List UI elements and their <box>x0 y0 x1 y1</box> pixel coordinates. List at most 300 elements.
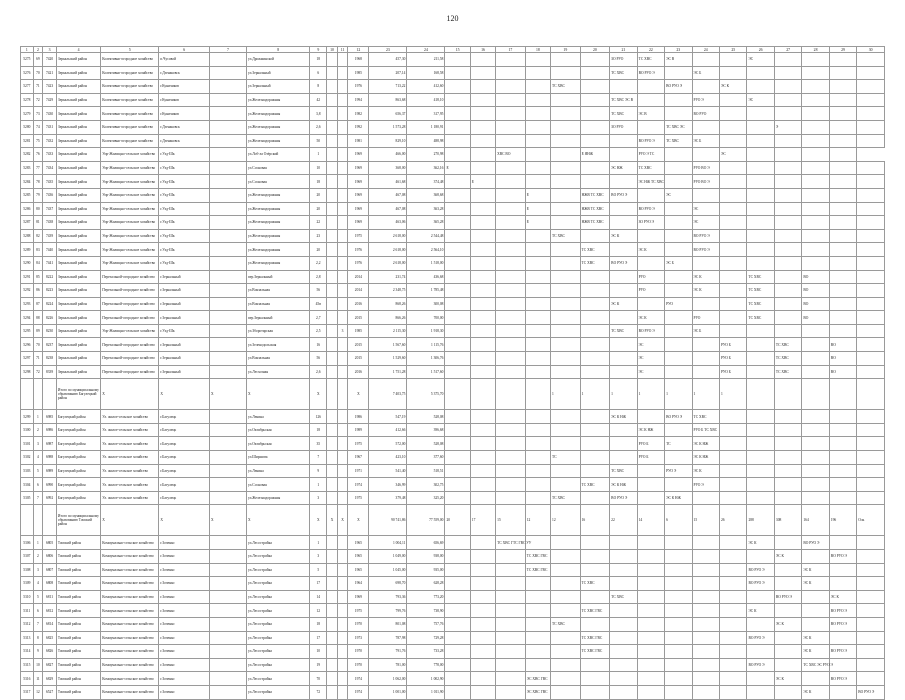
table-cell: Зеркальский район <box>56 284 100 298</box>
table-cell <box>692 491 719 505</box>
table-cell <box>829 379 856 410</box>
table-cell <box>470 617 495 631</box>
table-cell <box>802 423 829 437</box>
table-cell <box>802 451 829 465</box>
table-cell: 8238 <box>43 352 57 366</box>
table-cell: ТС <box>665 437 692 451</box>
table-cell <box>337 491 348 505</box>
table-cell <box>551 563 581 577</box>
table-cell <box>802 604 829 618</box>
table-cell: 935,00 <box>407 563 445 577</box>
table-cell: ВО <box>829 338 856 352</box>
table-cell <box>719 256 746 270</box>
table-cell: 7441 <box>43 256 57 270</box>
table-cell: 829,10 <box>369 134 407 148</box>
table-cell: 938,00 <box>407 550 445 564</box>
table-cell <box>551 148 581 162</box>
table-cell: 3 <box>310 550 327 564</box>
table-row <box>21 536 885 550</box>
table-row <box>21 161 885 175</box>
table-cell <box>802 491 829 505</box>
table-cell: 6 <box>33 604 43 618</box>
table-cell <box>719 410 746 424</box>
table-cell: 12 <box>551 505 581 536</box>
table-cell: ул.Лесостройка <box>246 536 309 550</box>
table-cell: 3 <box>310 491 327 505</box>
table-cell: ЭС К НЖ <box>610 478 637 492</box>
table-cell <box>496 216 526 230</box>
table-cell: 6985 <box>43 410 57 424</box>
table-cell: 368,68 <box>407 188 445 202</box>
table-cell <box>210 148 247 162</box>
table-cell <box>496 338 526 352</box>
table-cell: г.Ухд-Шк <box>159 229 210 243</box>
table-cell <box>637 685 664 699</box>
table-cell <box>445 365 470 379</box>
table-cell: ЭС К НЖ <box>610 410 637 424</box>
table-cell <box>774 451 801 465</box>
table-cell: 5275 <box>21 53 34 67</box>
table-row <box>21 645 885 659</box>
table-cell <box>747 188 774 202</box>
table-cell <box>445 464 470 478</box>
table-cell <box>719 563 746 577</box>
table-cell: ЭС К <box>802 631 829 645</box>
table-cell <box>470 685 495 699</box>
table-cell: 270,98 <box>407 148 445 162</box>
table-cell <box>665 577 692 591</box>
table-cell <box>327 478 338 492</box>
table-cell <box>637 631 664 645</box>
table-cell <box>719 617 746 631</box>
table-cell: 628,28 <box>407 577 445 591</box>
table-cell <box>525 324 550 338</box>
table-cell: пер.Зеркальный <box>246 270 309 284</box>
column-number-cell: 29 <box>829 47 856 53</box>
table-cell: ЭС К <box>774 672 801 686</box>
table-cell: 1 <box>719 379 746 410</box>
table-cell: 1964 <box>348 577 369 591</box>
table-cell <box>525 66 550 80</box>
table-cell <box>337 590 348 604</box>
table-cell <box>747 120 774 134</box>
table-cell: ТС ХВС ЭС РУО Э <box>802 658 829 672</box>
table-cell <box>610 148 637 162</box>
table-cell: ул.Лесостройка <box>246 631 309 645</box>
table-cell: 461,68 <box>369 175 407 189</box>
table-cell <box>525 120 550 134</box>
table-cell: 5312 <box>21 617 34 631</box>
table-cell <box>551 590 581 604</box>
table-cell <box>210 53 247 67</box>
table-cell <box>337 451 348 465</box>
table-cell: ул.Железнодорожная <box>246 491 309 505</box>
table-cell <box>637 658 664 672</box>
table-cell: ул.Железнодорожная <box>246 93 309 107</box>
table-cell <box>210 202 247 216</box>
table-cell <box>802 243 829 257</box>
table-cell: Зеркальский район <box>56 66 100 80</box>
table-cell: Коммунально-сельское хозяйство <box>101 590 159 604</box>
table-cell <box>665 338 692 352</box>
table-cell: ВО РУО Э <box>747 658 774 672</box>
table-cell <box>857 365 885 379</box>
table-cell: 1 <box>310 148 327 162</box>
table-cell <box>496 161 526 175</box>
table-cell: 2,2 <box>310 256 327 270</box>
table-cell: Зеркальский район <box>56 120 100 134</box>
table-cell <box>857 256 885 270</box>
table-cell <box>774 491 801 505</box>
table-cell <box>857 311 885 325</box>
column-number-cell: 1 <box>21 47 34 53</box>
table-cell: 2 618,00 <box>369 243 407 257</box>
table-cell <box>445 93 470 107</box>
table-cell: г.Зоченко <box>159 658 210 672</box>
table-row <box>21 188 885 202</box>
table-cell: РУО Б ТС ХВС <box>692 423 719 437</box>
table-cell: ЭС К <box>747 536 774 550</box>
table-cell <box>445 617 470 631</box>
table-cell <box>496 604 526 618</box>
table-cell: ВО РУО Э <box>692 243 719 257</box>
table-cell <box>719 202 746 216</box>
table-cell: 18 <box>310 175 327 189</box>
table-cell: 1965 <box>348 563 369 577</box>
table-cell: Оль <box>857 505 885 536</box>
table-cell: Упр-Жилищно-сельское хозяйство <box>101 243 159 257</box>
table-cell <box>337 297 348 311</box>
table-cell: 5307 <box>21 550 34 564</box>
table-cell: 1969 <box>348 175 369 189</box>
table-cell <box>327 423 338 437</box>
table-cell <box>637 410 664 424</box>
table-cell: ЭС <box>637 352 664 366</box>
table-cell <box>327 270 338 284</box>
table-cell <box>445 284 470 298</box>
table-cell <box>470 324 495 338</box>
table-cell <box>802 80 829 94</box>
table-cell: ул.Вокзальная <box>246 352 309 366</box>
table-cell <box>470 352 495 366</box>
table-cell: 17 <box>470 505 495 536</box>
table-cell <box>551 243 581 257</box>
table-cell <box>829 478 856 492</box>
table-cell: ТС ХВС <box>747 297 774 311</box>
table-cell: г.Куничиков <box>159 93 210 107</box>
table-cell: 11 <box>33 672 43 686</box>
table-cell: Е <box>525 216 550 230</box>
table-cell <box>610 658 637 672</box>
table-cell <box>496 352 526 366</box>
table-cell: ТС ХВС ГВС <box>525 550 550 564</box>
table-cell <box>327 410 338 424</box>
table-cell: РУО Э <box>665 464 692 478</box>
table-cell: 791,76 <box>369 645 407 659</box>
table-cell: 77 <box>33 161 43 175</box>
table-cell <box>829 188 856 202</box>
table-cell <box>637 645 664 659</box>
table-cell: 1992 <box>348 120 369 134</box>
table-cell <box>857 645 885 659</box>
table-cell <box>774 604 801 618</box>
table-cell: 5305 <box>21 491 34 505</box>
table-cell: 7433 <box>43 148 57 162</box>
table-cell: 1969 <box>348 216 369 230</box>
table-cell <box>210 410 247 424</box>
table-cell: ЗО РУО <box>610 53 637 67</box>
table-cell: 168,58 <box>407 66 445 80</box>
table-cell: ВО РУО Э <box>610 188 637 202</box>
table-cell <box>496 243 526 257</box>
table-cell <box>719 188 746 202</box>
table-cell: Зеркальский район <box>56 270 100 284</box>
table-cell: 2,6 <box>310 120 327 134</box>
table-cell <box>719 464 746 478</box>
table-cell: ЭС К <box>637 243 664 257</box>
column-number-cell: 7 <box>210 47 247 53</box>
table-cell: 1 002,90 <box>407 672 445 686</box>
table-cell: ВО РУО Э <box>747 577 774 591</box>
table-cell <box>774 93 801 107</box>
table-cell <box>857 270 885 284</box>
table-row <box>21 672 885 686</box>
table-cell: 71 <box>33 80 43 94</box>
table-cell <box>470 437 495 451</box>
table-cell <box>580 107 610 121</box>
table-cell <box>337 216 348 230</box>
table-cell <box>610 365 637 379</box>
table-cell <box>610 563 637 577</box>
table-cell: 1 <box>551 379 581 410</box>
table-cell: ЗО РУО <box>610 120 637 134</box>
table-cell <box>580 563 610 577</box>
table-row <box>21 107 885 121</box>
table-cell <box>551 550 581 564</box>
table-cell <box>774 324 801 338</box>
table-cell: 7440 <box>43 243 57 257</box>
table-cell: ул.Лесостройка <box>246 645 309 659</box>
table-cell <box>551 270 581 284</box>
table-cell <box>665 590 692 604</box>
table-cell <box>692 645 719 659</box>
table-cell <box>802 617 829 631</box>
table-row <box>21 577 885 591</box>
table-cell: Е ЯНЖ <box>580 148 610 162</box>
table-cell <box>210 338 247 352</box>
table-cell: ВО РУО Э <box>692 229 719 243</box>
table-cell: ТС ХВС <box>610 464 637 478</box>
table-cell: 5281 <box>21 134 34 148</box>
table-cell: ХВС ВО <box>496 148 526 162</box>
table-cell <box>802 256 829 270</box>
table-cell <box>719 229 746 243</box>
table-cell: Зеркальский район <box>56 188 100 202</box>
table-cell: 300,08 <box>407 297 445 311</box>
table-cell: Томский район <box>56 645 100 659</box>
table-cell: 7438 <box>43 216 57 230</box>
column-number-cell: 24 <box>407 47 445 53</box>
table-cell <box>580 134 610 148</box>
table-cell <box>637 256 664 270</box>
table-cell <box>327 550 338 564</box>
table-cell <box>857 134 885 148</box>
table-cell <box>21 379 34 410</box>
table-cell <box>337 379 348 410</box>
table-cell: Ул. жилое-сельское хозяйство <box>101 423 159 437</box>
table-cell: ТС ХВС ГВС <box>580 631 610 645</box>
table-cell: г.Зеркальный <box>159 365 210 379</box>
table-cell <box>610 645 637 659</box>
table-cell <box>719 577 746 591</box>
table-cell: Багулецкий район <box>56 478 100 492</box>
table-cell: 863,68 <box>369 93 407 107</box>
table-cell <box>551 284 581 298</box>
table-cell <box>210 604 247 618</box>
table-cell <box>445 107 470 121</box>
table-cell <box>337 645 348 659</box>
table-cell: 7431 <box>43 120 57 134</box>
table-cell: г.Куничиков <box>159 107 210 121</box>
table-cell <box>525 93 550 107</box>
table-cell <box>445 175 470 189</box>
table-cell: 2,8 <box>310 270 327 284</box>
table-cell: ТС ХВС <box>580 243 610 257</box>
table-cell <box>719 536 746 550</box>
table-row <box>21 464 885 478</box>
table-cell: 2 544,48 <box>407 229 445 243</box>
table-cell <box>327 645 338 659</box>
table-cell <box>337 188 348 202</box>
table-cell: 8222 <box>43 270 57 284</box>
table-cell: 72 <box>310 685 327 699</box>
table-cell <box>719 161 746 175</box>
table-cell <box>580 423 610 437</box>
table-cell: 2015 <box>348 352 369 366</box>
table-cell <box>719 451 746 465</box>
table-cell: ТС ХВС <box>610 66 637 80</box>
table-cell: Упр-Жилищно-сельское хозяйство <box>101 175 159 189</box>
table-cell <box>445 437 470 451</box>
table-cell <box>496 590 526 604</box>
table-cell <box>719 107 746 121</box>
table-row <box>21 617 885 631</box>
table-cell: 3,8 <box>310 107 327 121</box>
table-cell: ТС ХВС <box>610 107 637 121</box>
table-cell: 5310 <box>21 590 34 604</box>
table-cell <box>747 437 774 451</box>
table-cell: ВО РУО Э <box>829 672 856 686</box>
table-cell <box>610 631 637 645</box>
table-cell: ТС ХВС <box>747 270 774 284</box>
table-cell: ЭС Б <box>692 66 719 80</box>
table-cell <box>747 685 774 699</box>
table-cell <box>665 175 692 189</box>
table-cell: 528,08 <box>407 437 445 451</box>
table-cell <box>551 423 581 437</box>
table-cell <box>692 120 719 134</box>
table-cell: 5313 <box>21 631 34 645</box>
table-cell: Х <box>348 379 369 410</box>
table-cell <box>210 577 247 591</box>
table-cell: 656,37 <box>369 107 407 121</box>
table-cell: 20 <box>310 243 327 257</box>
table-cell <box>337 243 348 257</box>
table-cell <box>580 365 610 379</box>
table-cell <box>665 685 692 699</box>
table-cell <box>337 464 348 478</box>
table-cell <box>496 188 526 202</box>
table-cell: Х <box>337 505 348 536</box>
table-cell <box>747 148 774 162</box>
table-cell <box>802 352 829 366</box>
table-cell: ул.Железнодорожная <box>246 256 309 270</box>
table-cell: ТС ХВС <box>580 256 610 270</box>
table-cell: ВО <box>802 270 829 284</box>
table-cell: Багулецкий район <box>56 451 100 465</box>
table-cell <box>719 590 746 604</box>
table-cell <box>719 645 746 659</box>
table-cell: 374,48 <box>407 175 445 189</box>
table-cell: ВО <box>802 311 829 325</box>
table-cell <box>445 270 470 284</box>
table-cell: 5302 <box>21 451 34 465</box>
table-cell: 7429 <box>43 93 57 107</box>
table-cell <box>829 536 856 550</box>
table-cell <box>829 148 856 162</box>
table-cell: 5304 <box>21 478 34 492</box>
table-cell <box>337 604 348 618</box>
table-cell: г.Зоченко <box>159 563 210 577</box>
table-cell <box>327 563 338 577</box>
table-cell <box>496 672 526 686</box>
table-cell: 773,20 <box>407 590 445 604</box>
table-cell: Итого по муниципальному образованию Багулецкий район <box>56 379 100 410</box>
table-cell: Томский район <box>56 631 100 645</box>
table-cell: 6814 <box>43 617 57 631</box>
table-cell: Х <box>101 505 159 536</box>
table-cell: ТС ХВС <box>610 324 637 338</box>
table-row <box>21 175 885 189</box>
table-cell <box>470 451 495 465</box>
table-cell <box>802 464 829 478</box>
table-cell <box>774 379 801 410</box>
table-cell: Итого по муниципальному образованию Томский район <box>56 505 100 536</box>
table-cell: ЭС <box>692 216 719 230</box>
table-cell: 74 <box>33 120 43 134</box>
table-cell: 6992 <box>43 491 57 505</box>
table-cell <box>337 107 348 121</box>
table-cell <box>525 107 550 121</box>
table-cell <box>829 229 856 243</box>
table-cell: ул.Сосновая <box>246 161 309 175</box>
table-cell <box>692 617 719 631</box>
column-number-cell: 22 <box>637 47 664 53</box>
table-cell: 14 <box>310 590 327 604</box>
table-cell: ул.Лесостройка <box>246 563 309 577</box>
table-row <box>21 437 885 451</box>
table-cell <box>637 590 664 604</box>
table-cell <box>551 604 581 618</box>
table-cell <box>470 161 495 175</box>
table-cell <box>525 451 550 465</box>
table-row <box>21 120 885 134</box>
table-cell <box>210 590 247 604</box>
table-cell: Е <box>525 188 550 202</box>
table-cell <box>470 478 495 492</box>
table-cell <box>857 604 885 618</box>
table-cell: 15 <box>692 505 719 536</box>
